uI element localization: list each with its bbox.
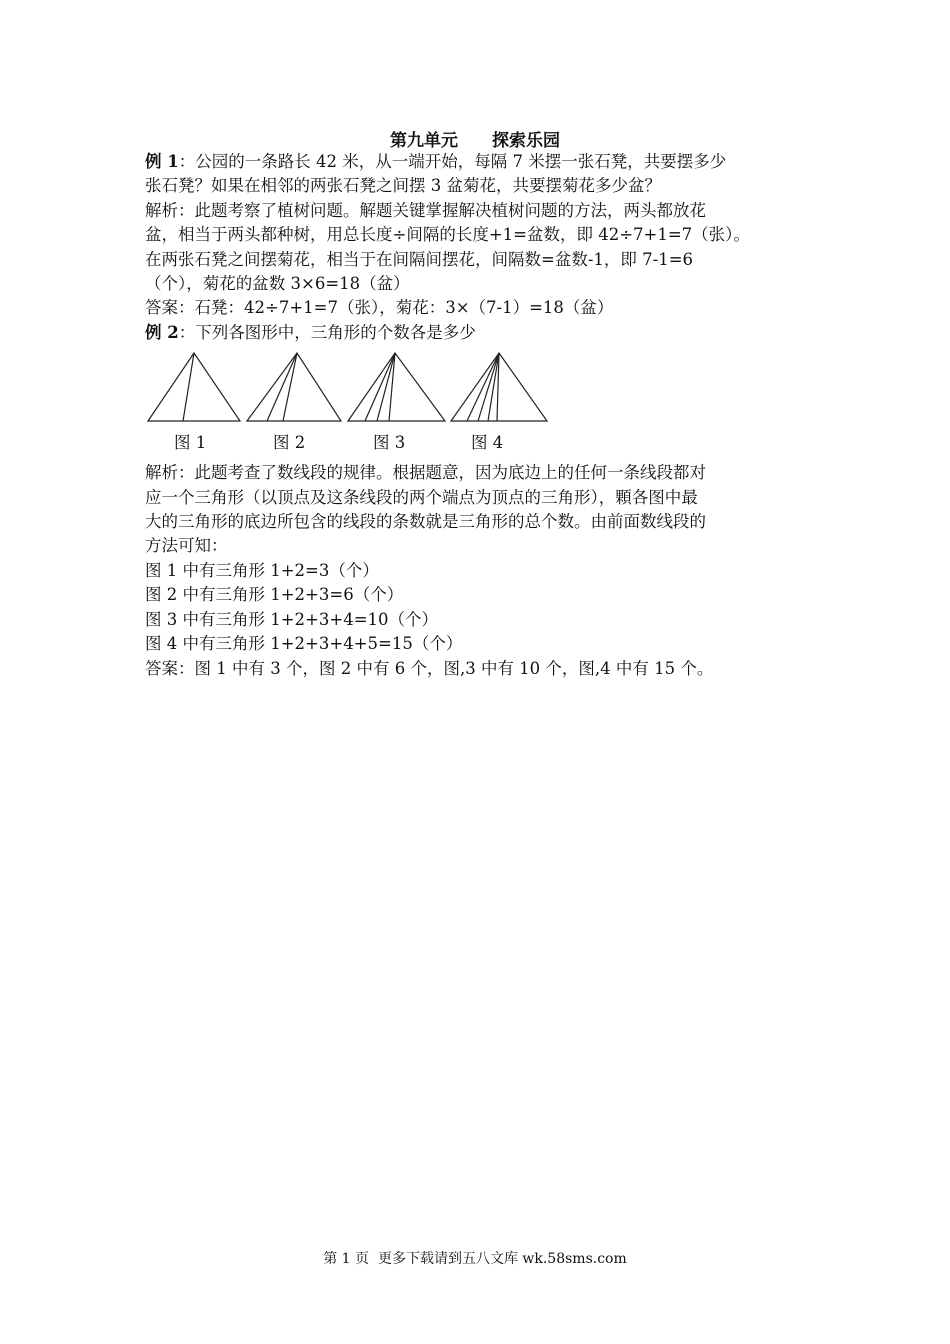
example1-analysis-line4: （个），菊花的盆数 3×6=18（盆）	[145, 274, 410, 294]
figure-2-triangle	[247, 353, 341, 421]
example1-analysis-line2: 盆，相当于两头都种树，用总长度÷间隔的长度+1=盆数，即 42÷7+1=7（张）。	[145, 225, 750, 245]
example2-answer: 答案：图 1 中有 3 个，图 2 中有 6 个，图,3 中有 10 个，图,4 中有 15 个。	[145, 658, 714, 678]
example1-question-line1: 例 1：公园的一条路长 42 米，从一端开始，每隔 7 米摆一张石凳，共要摆多少	[145, 152, 727, 171]
figure-3-triangle	[348, 353, 445, 421]
example2-result-3: 图 3 中有三角形 1+2+3+4=10（个）	[145, 609, 439, 629]
triangle-figures	[145, 345, 825, 431]
figure-caption-1: 图 1	[174, 433, 207, 453]
example2-result-1: 图 1 中有三角形 1+2=3（个）	[145, 560, 379, 580]
document-body	[145, 150, 825, 681]
example1-analysis-line1: 解析：此题考察了植树问题。解题关键掌握解决植树问题的方法，两头都放花	[145, 200, 706, 220]
figure-1-triangle	[148, 353, 240, 421]
example1-label: 例 1	[145, 152, 179, 171]
example2-analysis-line2: 应一个三角形（以顶点及这条线段的两个端点为顶点的三角形），顆各图中最	[145, 487, 698, 507]
figure-4-triangle	[451, 353, 547, 421]
example2-analysis-line3: 大的三角形的底边所包含的线段的条数就是三角形的总个数。由前面数线段的	[145, 512, 706, 532]
triangle-figures-svg	[145, 351, 565, 431]
figure-captions	[145, 431, 825, 461]
example2-analysis-line1: 解析：此题考查了数线段的规律。根据题意，因为底边上的任何一条线段都对	[145, 463, 706, 483]
example1-question-line2: 张石凳？如果在相邻的两张石凳之间摆 3 盆菊花，共要摆菊花多少盆？	[145, 176, 661, 196]
example2-result-4: 图 4 中有三角形 1+2+3+4+5=15（个）	[145, 634, 463, 654]
example1-answer: 答案：石凳：42÷7+1=7（张），菊花：3×（7-1）=18（盆）	[145, 298, 614, 318]
example2-question: 例 2：下列各图形中，三角形的个数各是多少	[145, 322, 476, 342]
figure-caption-3: 图 3	[373, 433, 406, 453]
page-title: 第九单元 探索乐园	[390, 131, 560, 151]
example1-analysis-line3: 在两张石凳之间摆菊花，相当于在间隔间摆花，间隔数=盆数-1，即 7-1=6	[145, 249, 694, 269]
figure-caption-4: 图 4	[471, 433, 504, 453]
page-footer: 第 1 页 更多下载请到五八文库 wk.58sms.com	[323, 1251, 627, 1267]
example2-result-2: 图 2 中有三角形 1+2+3=6（个）	[145, 585, 404, 605]
example2-label: 例 2	[145, 322, 179, 342]
example2-analysis-line4: 方法可知：	[145, 536, 228, 556]
figure-caption-2: 图 2	[273, 433, 306, 453]
